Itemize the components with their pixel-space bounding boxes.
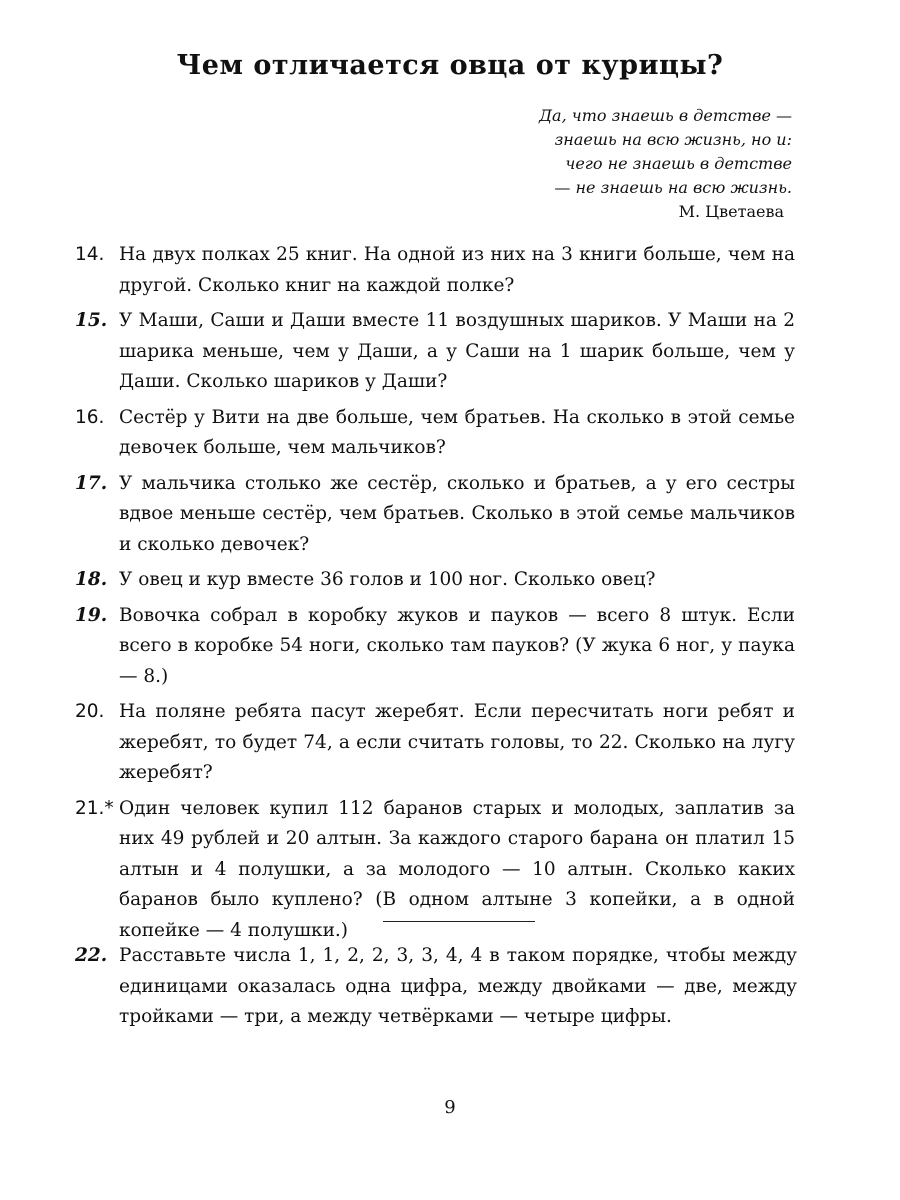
problem-text: На поляне ребята пасут жеребят. Если пересчитать ноги ребят и жеребят, то будет 74, а если считать головы, то 22. Сколько на лугу жеребят? [119,701,795,783]
problem-21 [75,794,795,947]
problem-number: 16. [75,406,105,428]
epigraph-line: чего не знаешь в детстве [565,154,792,173]
epigraph [539,104,792,224]
problem-text: У Маши, Саши и Даши вместе 11 воздушных шариков. У Маши на 2 шарика меньше, чем у Даши, а у Саши на 1 шарик больше, чем у Даши. Сколько шариков у Даши? [119,310,795,392]
page-title: Чем отличается овца от курицы? [176,50,724,81]
problem-18 [75,565,795,596]
epigraph-line: знаешь на всю жизнь, но и: [554,130,792,149]
problem-19 [75,601,795,693]
problem-text: Расставьте числа 1, 1, 2, 2, 3, 3, 4, 4 в таком порядке, чтобы между единицами оказалась одна цифра, между двойками — две, между тройками — три, а между четвёрками — четыре цифры. [119,945,797,1027]
problem-text: У мальчика столько же сестёр, сколько и братьев, а у его сестры вдвое меньше сестёр, чем братьев. Сколько в этой семье мальчиков и сколько девочек? [119,472,795,555]
problem-number: 22. [75,945,108,966]
problem-list-extra [75,941,797,1038]
problem-number: 19. [75,604,108,626]
problem-text: Один человек купил 112 баранов старых и молодых, заплатив за них 49 рублей и 20 алтын. За каждого старого барана он платил 15 алтын и 4 полушки, а за молодого — 10 алтын. Сколько каких баранов было куплено? (В одном алтыне 3 копейки, а в одной копейке — 4 полушки.) [119,797,795,941]
epigraph-line: — не знаешь на всю жизнь. [554,178,792,197]
problem-number: 15. [75,310,108,331]
problem-16 [75,403,795,464]
epigraph-author: М. Цветаева [678,202,784,221]
problem-list [75,240,795,951]
problem-20 [75,697,795,789]
problem-text: У овец и кур вместе 36 голов и 100 ног. Сколько овец? [119,569,656,590]
problem-number: 18. [75,569,108,590]
problem-text: Сестёр у Вити на две больше, чем братьев. На сколько в этой семье девочек больше, чем мальчиков? [119,406,795,458]
problem-number: 14. [75,244,105,265]
problem-text: Вовочка собрал в коробку жуков и пауков — всего 8 штук. Если всего в коробке 54 ноги, сколько там пауков? (У жука 6 ног, у паука — 8.) [119,604,795,687]
problem-22 [75,941,797,1033]
problem-17 [75,469,795,561]
problem-15 [75,306,795,398]
section-divider [383,921,535,922]
epigraph-line: Да, что знаешь в детстве — [539,106,792,125]
problem-14 [75,240,795,301]
problem-text: На двух полках 25 книг. На одной из них на 3 книги больше, чем на другой. Сколько книг на каждой полке? [119,244,795,296]
page-number: 9 [444,1097,456,1118]
problem-number: 21.* [75,797,114,819]
problem-number: 20. [75,701,105,722]
problem-number: 17. [75,472,108,494]
